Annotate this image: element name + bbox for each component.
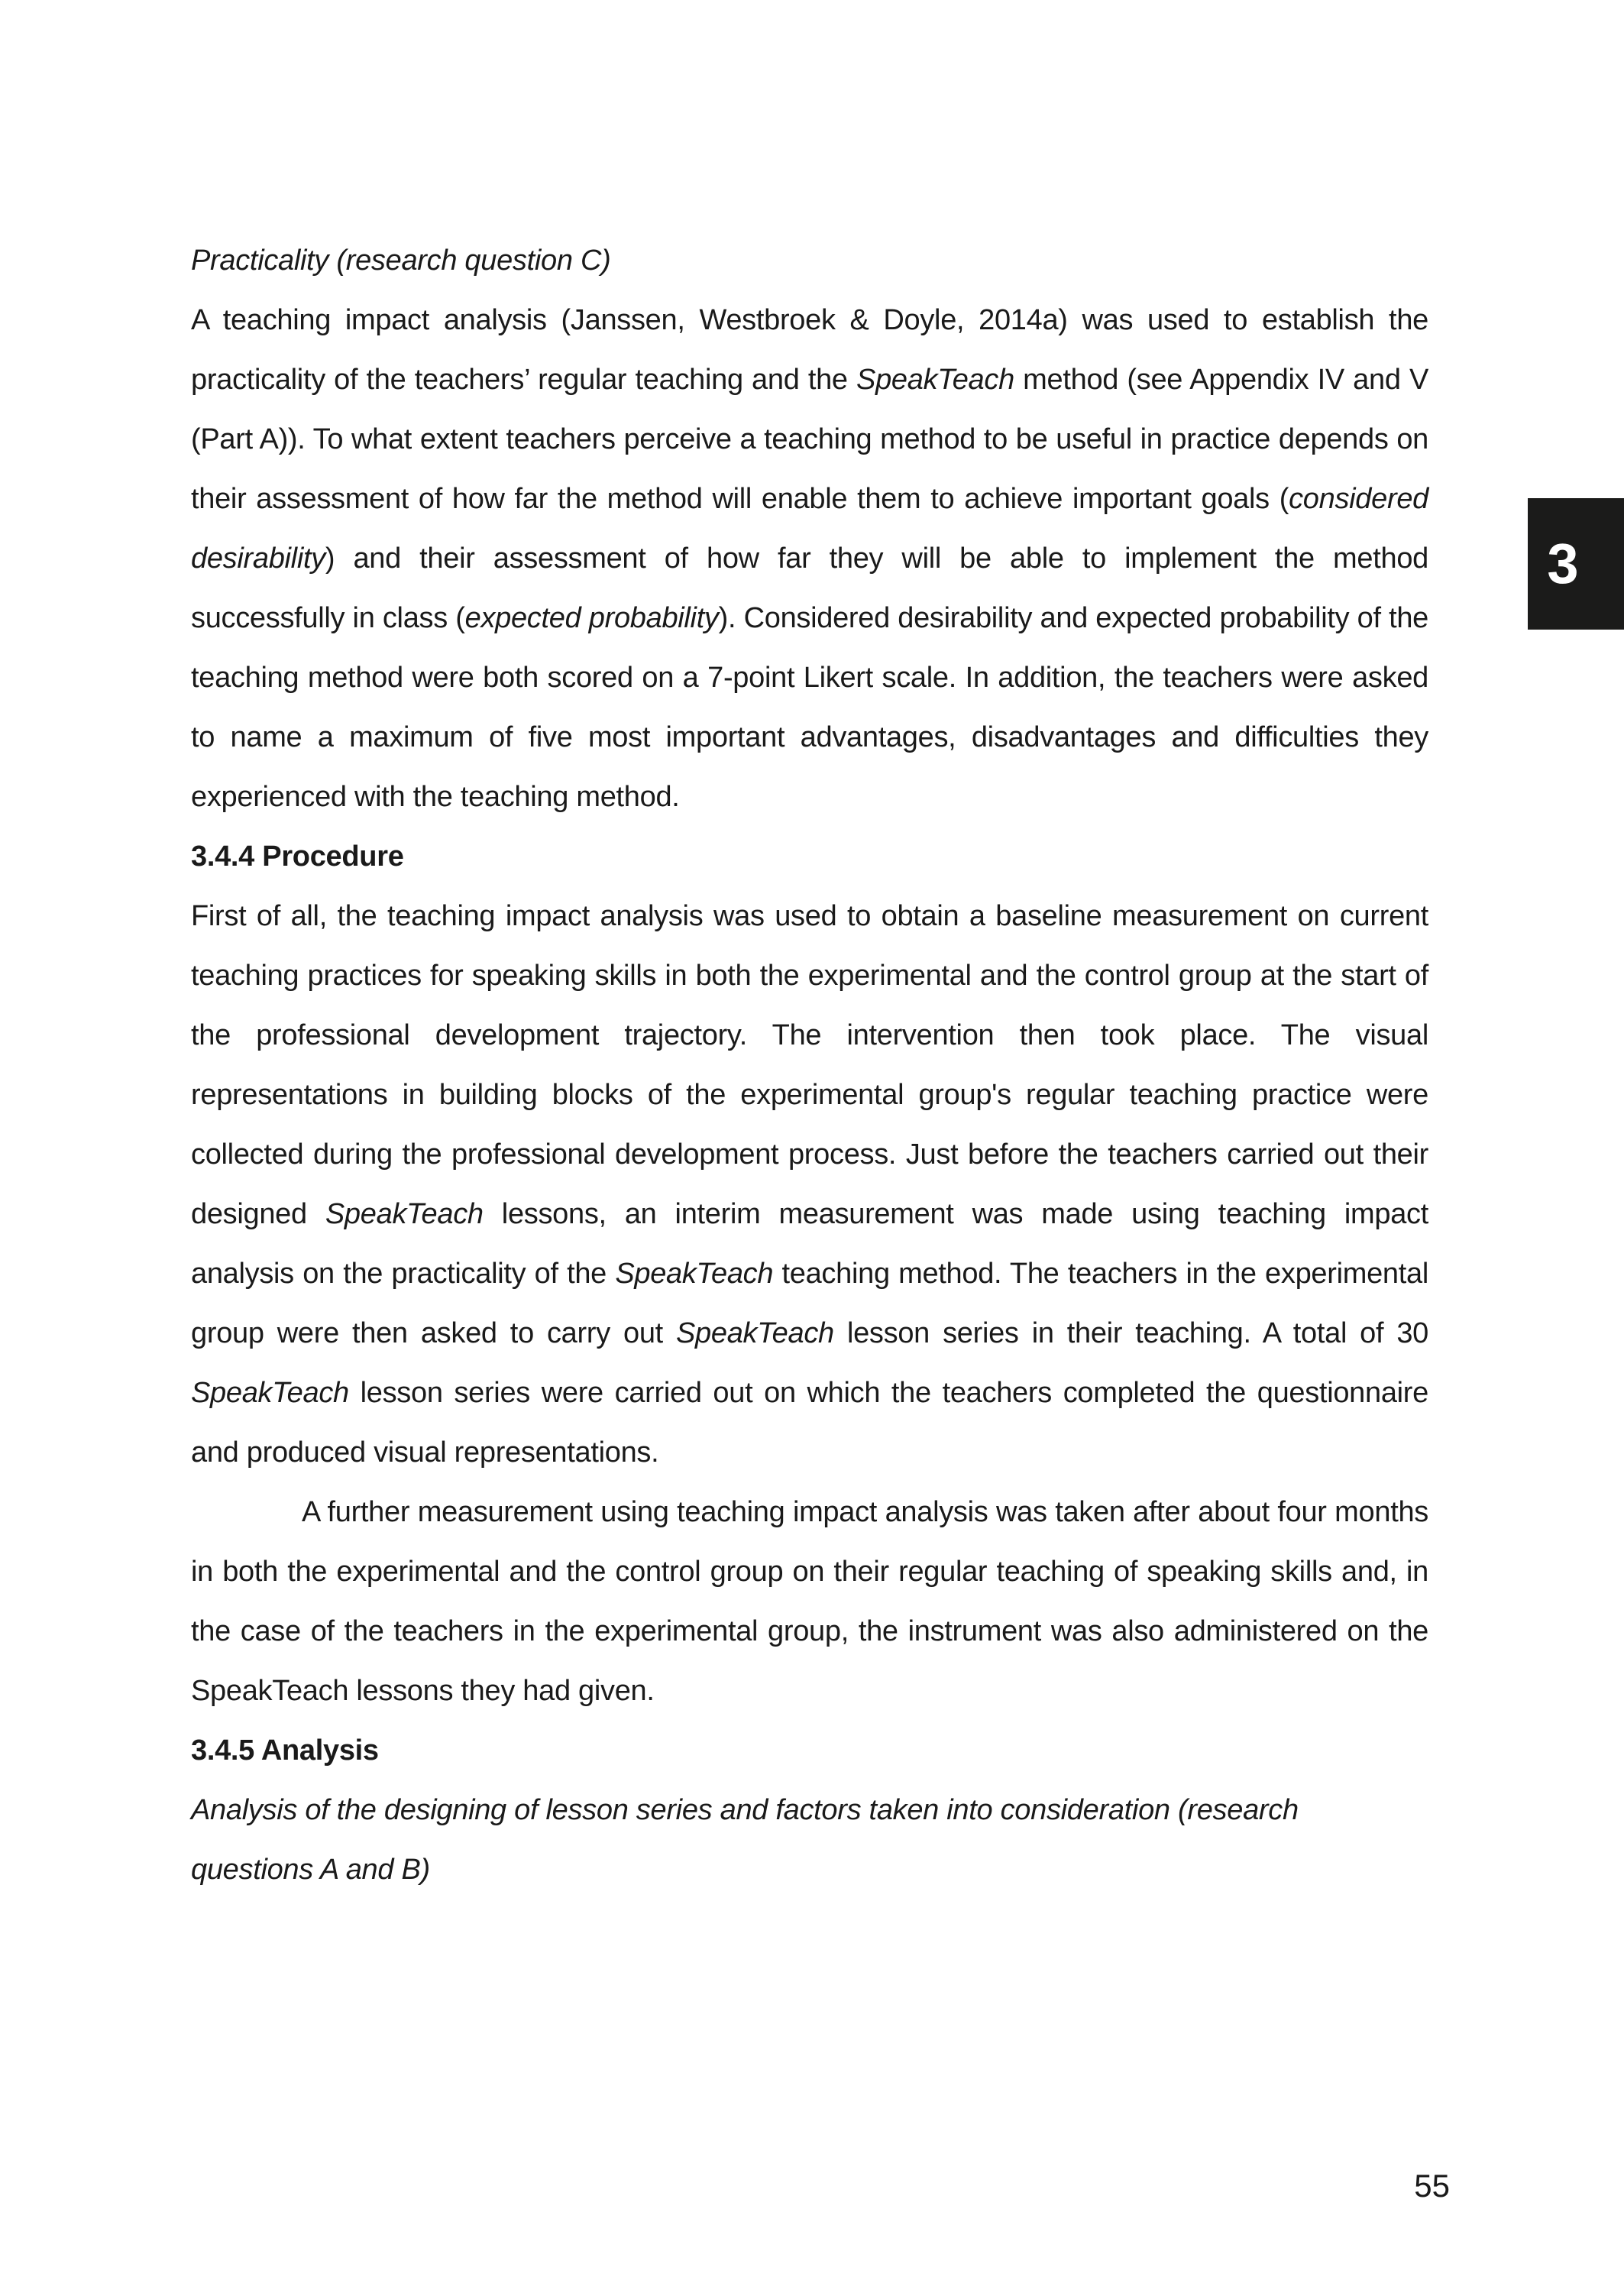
- text-run: A further measurement using teaching impact analysis was taken after about four months in both the experimental and the control group on their regular teaching of speaking skills and, in the case of the teachers in the experimental group, the instrument was also administered on the SpeakTeach lessons they had given.: [191, 1496, 1428, 1707]
- italic-run: Analysis of the designing of lesson series and factors taken into consideration (research: [191, 1794, 1299, 1826]
- italic-run: questions A and B): [191, 1854, 430, 1886]
- italic-run: SpeakTeach: [191, 1377, 349, 1409]
- page-number: 55: [1414, 2168, 1450, 2204]
- italic-run: SpeakTeach: [856, 364, 1014, 396]
- italic-run: expected probability: [464, 602, 719, 634]
- document-content: [191, 231, 1428, 1899]
- text-run: ). Considered desirability and expected probability of the teaching method were both scored on a 7-point Likert scale. In addition, the teachers were asked to name a maximum of five most important advantages, disadvantages and difficulties they experienced with the teaching method.: [191, 602, 1428, 813]
- text-run: lessons, an interim measurement was made using teaching impact analysis on the practicality of the: [191, 1198, 1428, 1290]
- italic-run: SpeakTeach: [676, 1317, 834, 1349]
- italic-run: considered desirability: [191, 483, 1428, 575]
- subheading-practicality: [191, 231, 1428, 290]
- text-run: First of all, the teaching impact analysis was used to obtain a baseline measurement on current teaching practices for speaking skills in both the experimental and the control group at the start of the professional development trajectory. The intervention then took place. The visual representations in building blocks of the experimental group's regular teaching practice were collected during the professional development process. Just before the teachers carried out their designed: [191, 900, 1428, 1230]
- paragraph-practicality: [191, 290, 1428, 827]
- bold-run: 3.4.5 Analysis: [191, 1734, 379, 1767]
- text-run: lesson series were carried out on which the teachers completed the questionnaire and produced visual representations.: [191, 1377, 1428, 1469]
- bold-run: 3.4.4 Procedure: [191, 840, 404, 873]
- text-run: A teaching impact analysis (Janssen, Westbroek & Doyle, 2014a) was used to establish the practicality of the teachers’ regular teaching and the: [191, 304, 1428, 396]
- heading-analysis: [191, 1721, 1428, 1780]
- subheading-analysis-research-questions: [191, 1780, 1428, 1899]
- chapter-tab-number: 3: [1547, 532, 1579, 595]
- text-run: ) and their assessment of how far they will be able to implement the method successfully in class (: [191, 542, 1428, 634]
- heading-procedure: [191, 827, 1428, 886]
- italic-run: SpeakTeach: [615, 1258, 774, 1290]
- italic-run: Practicality (research question C): [191, 245, 611, 277]
- text-run: lesson series in their teaching. A total of 30: [833, 1317, 1429, 1349]
- text-run: teaching method. The teachers in the experimental group were then asked to carry out: [191, 1258, 1428, 1349]
- text-run: method (see Appendix IV and V (Part A)). To what extent teachers perceive a teaching method to be useful in practice depends on their assessment of how far the method will enable them to achieve important goals (: [191, 364, 1428, 515]
- paragraph-further-measurement: [191, 1482, 1428, 1721]
- paragraph-procedure: [191, 886, 1428, 1482]
- italic-run: SpeakTeach: [325, 1198, 484, 1230]
- chapter-tab: [1528, 498, 1624, 630]
